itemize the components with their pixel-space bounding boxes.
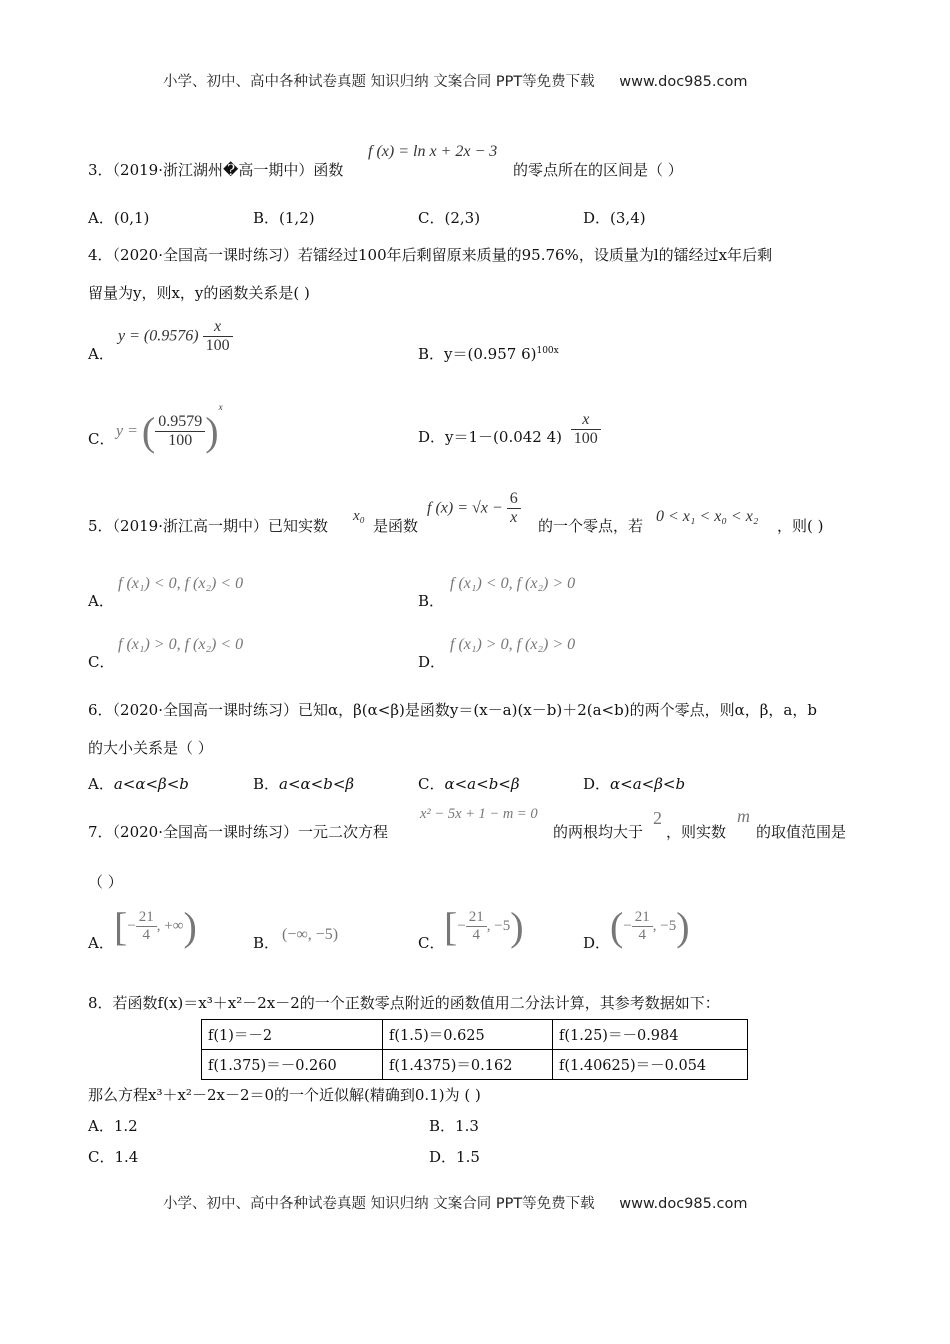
q8-option-d: D．1.5 — [429, 1148, 480, 1166]
q3-number: 3． — [88, 161, 113, 179]
q3-option-d: D．(3,4) — [583, 209, 646, 227]
q5-tail: ，则( ) — [777, 517, 824, 535]
q3-stem — [88, 159, 343, 180]
q4-line2: 留量为y，则x，y的函数关系是( ) — [88, 284, 310, 302]
q6-option-d: D．α<a<β<b — [583, 775, 686, 793]
q5-option-c-label: C． — [88, 653, 115, 671]
q3-formula: f (x) = ln x + 2x − 3 — [368, 143, 498, 160]
q5-mid: 是函数 — [373, 517, 419, 535]
q5-option-a-label: A． — [88, 592, 114, 610]
q7-option-c-label: C． — [418, 934, 445, 952]
q8-line2: 那么方程x³＋x²－2x－2＝0的一个近似解(精确到0.1)为 ( ) — [88, 1086, 481, 1104]
q8-option-a: A．1.2 — [88, 1117, 138, 1135]
q5-stem: 5．（2019·浙江高一期中）已知实数 — [88, 517, 328, 535]
table-cell: f(1.40625)＝－0.054 — [553, 1050, 748, 1080]
q7-mid: 的两根均大于 — [553, 823, 644, 841]
q7-equation: x² − 5x + 1 − m = 0 — [420, 806, 538, 822]
table-cell: f(1.5)＝0.625 — [383, 1020, 553, 1050]
q5-formula: f (x) = √x − $\frac{6}{x}$ — [427, 490, 521, 527]
footer-site: www.doc985.com — [619, 1196, 748, 1212]
q8-line1: 8．若函数f(x)＝x³＋x²－2x－2的一个正数零点附近的函数值用二分法计算，其参考数据如下： — [88, 994, 720, 1012]
q7-option-a-label: A． — [88, 934, 114, 952]
q4-option-a-label: A． — [88, 345, 114, 363]
q5-option-b-text: f (x₁) < 0, f (x₂) > 0 — [450, 575, 576, 592]
q5-x0: x₀ — [353, 508, 365, 524]
q3-source: （2019·浙江湖州�高一期中）函数 — [112, 161, 344, 179]
q4-line1: 4．（2020·全国高一课时练习）若镭经过100年后剩留原来质量的95.76%，设质量为l的镭经过x年后剩 — [88, 246, 773, 264]
q8-reference-table — [201, 1019, 748, 1080]
q5-option-d-text: f (x₁) > 0, f (x₂) > 0 — [450, 636, 576, 653]
q4-option-c-label: C． — [88, 430, 115, 448]
q7-mid2: ，则实数 — [666, 823, 727, 841]
q7-m: m — [737, 806, 750, 826]
header-text: 小学、初中、高中各种试卷真题 知识归纳 文案合同 PPT等免费下载 — [163, 74, 595, 90]
q7-option-a-text: [− $\frac{21}{4}$ , +∞) — [114, 904, 197, 949]
q8-option-b: B．1.3 — [429, 1117, 479, 1135]
q3-option-b: B．(1,2) — [253, 209, 315, 227]
q8-option-c: C．1.4 — [88, 1148, 139, 1166]
table-cell: f(1.25)＝－0.984 — [553, 1020, 748, 1050]
table-cell: f(1.375)＝－0.260 — [202, 1050, 383, 1080]
q5-condition: 0 < x₁ < x₀ < x₂ — [656, 508, 759, 525]
q7-option-d-label: D． — [583, 934, 611, 952]
header-site: www.doc985.com — [619, 74, 748, 90]
q3-option-a: A．(0,1) — [88, 209, 150, 227]
q5-mid2: 的一个零点，若 — [538, 517, 644, 535]
q5-option-a-text: f (x₁) < 0, f (x₂) < 0 — [118, 575, 244, 592]
q7-option-b-label: B． — [253, 934, 280, 952]
q7-two: 2 — [653, 808, 662, 828]
page-footer — [163, 1192, 747, 1213]
q6-line1: 6．（2020·全国高一课时练习）已知α，β(α<β)是函数y＝(x－a)(x－b)＋2(a<b)的两个零点，则α，β，a，b — [88, 701, 817, 719]
table-cell: f(1.4375)＝0.162 — [383, 1050, 553, 1080]
q4-option-c-formula: y = ( $\frac{0.9579}{100}$ )$^x$ — [116, 402, 223, 454]
q5-option-c-text: f (x₁) > 0, f (x₂) < 0 — [118, 636, 244, 653]
q4-option-b: B．y＝(0.957 6)$^{100x}$ — [418, 345, 559, 363]
page-header — [163, 70, 747, 91]
q4-option-d: D．y＝1－(0.042 4) $\frac{x}{100}$ — [418, 425, 601, 448]
q7-paren: （ ） — [88, 873, 123, 891]
q6-option-c: C．α<a<b<β — [418, 775, 520, 793]
q3-tail: 的零点所在的区间是（ ） — [513, 161, 683, 179]
q7-option-b-text: (−∞, −5) — [282, 926, 339, 943]
q7-option-d-text: (− $\frac{21}{4}$ , −5) — [610, 904, 690, 949]
footer-text: 小学、初中、高中各种试卷真题 知识归纳 文案合同 PPT等免费下载 — [163, 1196, 595, 1212]
q3-option-c: C．(2,3) — [418, 209, 481, 227]
table-row — [202, 1020, 748, 1050]
q6-line2: 的大小关系是（ ） — [88, 739, 213, 757]
table-row — [202, 1050, 748, 1080]
q6-option-b: B．a<α<b<β — [253, 775, 355, 793]
q5-option-b-label: B． — [418, 592, 445, 610]
q7-option-c-text: [− $\frac{21}{4}$ , −5) — [444, 904, 524, 949]
q4-option-a-formula: y = (0.9576) $\frac{x}{100}$ — [118, 318, 233, 355]
q7-tail: 的取值范围是 — [756, 823, 847, 841]
q6-option-a: A．a<α<β<b — [88, 775, 189, 793]
q7-stem: 7．（2020·全国高一课时练习）一元二次方程 — [88, 823, 388, 841]
q5-option-d-label: D． — [418, 653, 446, 671]
table-cell: f(1)＝－2 — [202, 1020, 383, 1050]
